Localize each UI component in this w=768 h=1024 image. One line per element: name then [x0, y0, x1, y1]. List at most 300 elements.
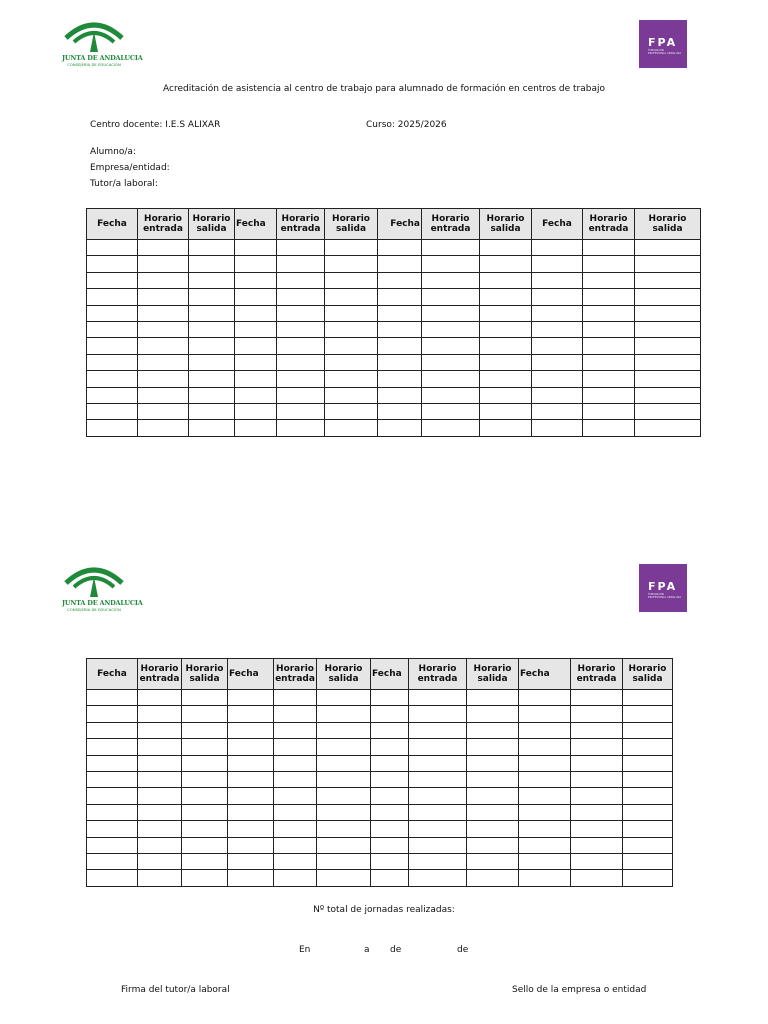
table-cell[interactable] [571, 853, 623, 869]
table-cell[interactable] [138, 256, 189, 272]
table-cell[interactable] [467, 690, 519, 706]
table-cell[interactable] [467, 706, 519, 722]
table-cell[interactable] [409, 870, 467, 886]
table-cell[interactable] [189, 371, 235, 387]
empresa-label: Empresa/entidad: [90, 163, 170, 173]
table-cell[interactable] [189, 256, 235, 272]
table-cell[interactable] [623, 821, 673, 837]
table-cell[interactable] [325, 338, 378, 354]
table-cell[interactable] [422, 321, 480, 337]
table-cell[interactable] [571, 804, 623, 820]
table-cell[interactable] [519, 804, 571, 820]
table-cell[interactable] [87, 870, 138, 886]
table-cell[interactable] [274, 706, 317, 722]
table-cell[interactable] [635, 371, 701, 387]
table-cell[interactable] [378, 272, 422, 288]
table-cell[interactable] [519, 821, 571, 837]
table-cell[interactable] [235, 338, 277, 354]
table-cell[interactable] [532, 354, 583, 370]
table-cell[interactable] [182, 771, 228, 787]
table-cell[interactable] [519, 722, 571, 738]
table-cell[interactable] [138, 771, 182, 787]
table-cell[interactable] [583, 272, 635, 288]
table-cell[interactable] [378, 256, 422, 272]
table-cell[interactable] [87, 305, 138, 321]
table-cell[interactable] [583, 321, 635, 337]
table-cell[interactable] [635, 387, 701, 403]
table-cell[interactable] [467, 821, 519, 837]
table-cell[interactable] [317, 771, 371, 787]
table-cell[interactable] [325, 289, 378, 305]
table-cell[interactable] [138, 354, 189, 370]
table-cell[interactable] [277, 240, 325, 256]
table-cell[interactable] [182, 853, 228, 869]
table-cell[interactable] [532, 420, 583, 436]
table-cell[interactable] [189, 305, 235, 321]
table-cell[interactable] [325, 371, 378, 387]
table-cell[interactable] [182, 870, 228, 886]
table-cell[interactable] [317, 739, 371, 755]
table-cell[interactable] [138, 338, 189, 354]
table-cell[interactable] [325, 305, 378, 321]
table-cell[interactable] [623, 706, 673, 722]
table-cell[interactable] [378, 240, 422, 256]
table-cell[interactable] [274, 870, 317, 886]
table-cell[interactable] [480, 354, 532, 370]
table-cell[interactable] [87, 256, 138, 272]
table-cell[interactable] [235, 289, 277, 305]
table-cell[interactable] [228, 788, 274, 804]
table-cell[interactable] [519, 706, 571, 722]
table-cell[interactable] [87, 755, 138, 771]
table-cell[interactable] [228, 690, 274, 706]
table-cell[interactable] [277, 338, 325, 354]
table-cell[interactable] [409, 739, 467, 755]
table-cell[interactable] [583, 338, 635, 354]
table-cell[interactable] [635, 420, 701, 436]
table-cell[interactable] [277, 321, 325, 337]
table-cell[interactable] [325, 403, 378, 419]
table-cell[interactable] [228, 771, 274, 787]
table-cell[interactable] [571, 771, 623, 787]
table-cell[interactable] [480, 305, 532, 321]
header-horario-salida: Horario salida [480, 209, 532, 240]
table-cell[interactable] [87, 403, 138, 419]
table-cell[interactable] [87, 837, 138, 853]
table-cell[interactable] [317, 853, 371, 869]
table-cell[interactable] [422, 289, 480, 305]
table-cell[interactable] [583, 387, 635, 403]
table-cell[interactable] [277, 387, 325, 403]
table-cell[interactable] [87, 371, 138, 387]
table-cell[interactable] [583, 371, 635, 387]
table-cell[interactable] [532, 338, 583, 354]
table-cell[interactable] [235, 387, 277, 403]
table-cell[interactable] [317, 690, 371, 706]
table-cell[interactable] [467, 837, 519, 853]
table-cell[interactable] [409, 690, 467, 706]
table-cell[interactable] [519, 739, 571, 755]
table-cell[interactable] [519, 853, 571, 869]
table-cell[interactable] [480, 403, 532, 419]
table-cell[interactable] [422, 256, 480, 272]
table-cell[interactable] [87, 722, 138, 738]
table-cell[interactable] [480, 272, 532, 288]
fecha-en-label: En [299, 945, 311, 955]
table-cell[interactable] [480, 387, 532, 403]
table-cell[interactable] [325, 272, 378, 288]
table-cell[interactable] [138, 272, 189, 288]
table-cell[interactable] [274, 690, 317, 706]
table-cell[interactable] [317, 722, 371, 738]
alumno-label: Alumno/a: [90, 147, 136, 157]
header-fecha: Fecha [87, 659, 138, 690]
table-cell[interactable] [378, 403, 422, 419]
table-cell[interactable] [635, 305, 701, 321]
table-cell[interactable] [228, 837, 274, 853]
table-cell[interactable] [571, 870, 623, 886]
table-cell[interactable] [87, 289, 138, 305]
table-cell[interactable] [409, 722, 467, 738]
table-cell[interactable] [571, 739, 623, 755]
table-cell[interactable] [274, 722, 317, 738]
table-cell[interactable] [623, 755, 673, 771]
table-cell[interactable] [467, 755, 519, 771]
table-cell[interactable] [189, 289, 235, 305]
table-cell[interactable] [532, 256, 583, 272]
table-cell[interactable] [87, 788, 138, 804]
table-cell[interactable] [467, 804, 519, 820]
table-cell[interactable] [138, 289, 189, 305]
table-cell[interactable] [371, 804, 409, 820]
table-cell[interactable] [274, 755, 317, 771]
table-cell[interactable] [235, 240, 277, 256]
table-cell[interactable] [228, 804, 274, 820]
table-cell[interactable] [422, 420, 480, 436]
header-horario-salida: Horario salida [182, 659, 228, 690]
table-cell[interactable] [583, 240, 635, 256]
table-cell[interactable] [138, 403, 189, 419]
table-cell[interactable] [571, 837, 623, 853]
table-cell[interactable] [325, 256, 378, 272]
table-cell[interactable] [583, 289, 635, 305]
table-row [87, 289, 701, 305]
table-cell[interactable] [138, 739, 182, 755]
table-cell[interactable] [87, 821, 138, 837]
table-cell[interactable] [371, 853, 409, 869]
table-cell[interactable] [138, 870, 182, 886]
table-cell[interactable] [480, 321, 532, 337]
table-cell[interactable] [623, 690, 673, 706]
table-cell[interactable] [182, 690, 228, 706]
table-cell[interactable] [325, 420, 378, 436]
table-cell[interactable] [277, 289, 325, 305]
table-cell[interactable] [182, 706, 228, 722]
table-cell[interactable] [87, 706, 138, 722]
table-cell[interactable] [378, 289, 422, 305]
table-cell[interactable] [87, 804, 138, 820]
table-cell[interactable] [635, 321, 701, 337]
table-cell[interactable] [409, 853, 467, 869]
table-cell[interactable] [325, 354, 378, 370]
table-cell[interactable] [317, 804, 371, 820]
table-cell[interactable] [228, 706, 274, 722]
table-cell[interactable] [422, 272, 480, 288]
table-cell[interactable] [87, 420, 138, 436]
table-cell[interactable] [138, 804, 182, 820]
table-cell[interactable] [274, 804, 317, 820]
table-cell[interactable] [277, 420, 325, 436]
table-cell[interactable] [182, 739, 228, 755]
table-cell[interactable] [371, 706, 409, 722]
table-cell[interactable] [409, 771, 467, 787]
table-cell[interactable] [87, 240, 138, 256]
table-cell[interactable] [274, 788, 317, 804]
table-row [87, 853, 673, 869]
table-cell[interactable] [519, 788, 571, 804]
table-cell[interactable] [378, 420, 422, 436]
table-cell[interactable] [138, 321, 189, 337]
table-cell[interactable] [274, 821, 317, 837]
table-cell[interactable] [422, 354, 480, 370]
table-cell[interactable] [532, 305, 583, 321]
table-cell[interactable] [532, 403, 583, 419]
table-cell[interactable] [274, 837, 317, 853]
table-cell[interactable] [138, 722, 182, 738]
table-cell[interactable] [274, 853, 317, 869]
table-cell[interactable] [623, 870, 673, 886]
table-cell[interactable] [138, 690, 182, 706]
table-cell[interactable] [623, 788, 673, 804]
table-cell[interactable] [635, 256, 701, 272]
table-cell[interactable] [378, 338, 422, 354]
table-cell[interactable] [378, 354, 422, 370]
table-cell[interactable] [189, 387, 235, 403]
table-cell[interactable] [571, 821, 623, 837]
table-cell[interactable] [409, 755, 467, 771]
table-cell[interactable] [371, 788, 409, 804]
table-cell[interactable] [235, 403, 277, 419]
table-cell[interactable] [87, 853, 138, 869]
table-cell[interactable] [87, 272, 138, 288]
table-cell[interactable] [480, 240, 532, 256]
table-cell[interactable] [378, 371, 422, 387]
table-cell[interactable] [87, 354, 138, 370]
table-cell[interactable] [480, 338, 532, 354]
table-cell[interactable] [519, 870, 571, 886]
table-cell[interactable] [228, 870, 274, 886]
table-cell[interactable] [182, 821, 228, 837]
table-cell[interactable] [277, 354, 325, 370]
table-cell[interactable] [277, 272, 325, 288]
table-cell[interactable] [583, 420, 635, 436]
table-cell[interactable] [623, 722, 673, 738]
table-cell[interactable] [422, 371, 480, 387]
table-cell[interactable] [571, 706, 623, 722]
table-cell[interactable] [228, 821, 274, 837]
table-cell[interactable] [422, 338, 480, 354]
table-cell[interactable] [235, 272, 277, 288]
table-cell[interactable] [317, 706, 371, 722]
table-cell[interactable] [378, 305, 422, 321]
centro-docente-label: Centro docente: I.E.S ALIXAR [90, 120, 221, 130]
table-cell[interactable] [138, 305, 189, 321]
table-cell[interactable] [182, 788, 228, 804]
table-cell[interactable] [235, 420, 277, 436]
table-cell[interactable] [189, 338, 235, 354]
table-cell[interactable] [235, 305, 277, 321]
table-cell[interactable] [422, 305, 480, 321]
table-cell[interactable] [138, 420, 189, 436]
table-cell[interactable] [277, 403, 325, 419]
table-cell[interactable] [87, 321, 138, 337]
table-cell[interactable] [182, 755, 228, 771]
table-cell[interactable] [480, 289, 532, 305]
table-cell[interactable] [519, 771, 571, 787]
table-cell[interactable] [480, 256, 532, 272]
table-cell[interactable] [228, 739, 274, 755]
table-cell[interactable] [378, 321, 422, 337]
table-cell[interactable] [277, 371, 325, 387]
table-cell[interactable] [235, 321, 277, 337]
table-cell[interactable] [138, 371, 189, 387]
table-cell[interactable] [467, 853, 519, 869]
table-cell[interactable] [519, 690, 571, 706]
table-cell[interactable] [635, 354, 701, 370]
header-horario-salida: Horario salida [467, 659, 519, 690]
table-cell[interactable] [635, 240, 701, 256]
table-cell[interactable] [189, 420, 235, 436]
table-cell[interactable] [138, 387, 189, 403]
table-cell[interactable] [87, 387, 138, 403]
table-cell[interactable] [422, 403, 480, 419]
table-cell[interactable] [583, 305, 635, 321]
table-cell[interactable] [371, 837, 409, 853]
table-cell[interactable] [182, 722, 228, 738]
table-cell[interactable] [378, 387, 422, 403]
table-cell[interactable] [189, 354, 235, 370]
table-cell[interactable] [371, 690, 409, 706]
table-cell[interactable] [87, 771, 138, 787]
table-cell[interactable] [422, 240, 480, 256]
table-cell[interactable] [138, 821, 182, 837]
table-cell[interactable] [235, 354, 277, 370]
table-cell[interactable] [371, 722, 409, 738]
table-cell[interactable] [138, 788, 182, 804]
table-cell[interactable] [371, 771, 409, 787]
table-cell[interactable] [583, 354, 635, 370]
table-cell[interactable] [480, 420, 532, 436]
table-cell[interactable] [371, 739, 409, 755]
table-cell[interactable] [189, 403, 235, 419]
table-cell[interactable] [571, 788, 623, 804]
table-cell[interactable] [623, 853, 673, 869]
table-cell[interactable] [228, 755, 274, 771]
table-cell[interactable] [571, 755, 623, 771]
table-cell[interactable] [138, 837, 182, 853]
table-cell[interactable] [189, 321, 235, 337]
table-cell[interactable] [228, 853, 274, 869]
table-cell[interactable] [571, 722, 623, 738]
table-row [87, 837, 673, 853]
table-cell[interactable] [532, 321, 583, 337]
table-cell[interactable] [87, 690, 138, 706]
table-cell[interactable] [467, 771, 519, 787]
table-cell[interactable] [623, 804, 673, 820]
table-cell[interactable] [635, 338, 701, 354]
table-cell[interactable] [182, 804, 228, 820]
table-cell[interactable] [317, 821, 371, 837]
table-cell[interactable] [317, 755, 371, 771]
table-cell[interactable] [409, 788, 467, 804]
table-cell[interactable] [409, 804, 467, 820]
table-cell[interactable] [532, 387, 583, 403]
table-cell[interactable] [571, 690, 623, 706]
table-cell[interactable] [409, 821, 467, 837]
table-cell[interactable] [532, 289, 583, 305]
table-cell[interactable] [277, 256, 325, 272]
table-cell[interactable] [87, 338, 138, 354]
table-cell[interactable] [583, 256, 635, 272]
table-cell[interactable] [235, 256, 277, 272]
table-cell[interactable] [583, 403, 635, 419]
table-cell[interactable] [274, 771, 317, 787]
table-cell[interactable] [317, 870, 371, 886]
table-cell[interactable] [480, 371, 532, 387]
table-cell[interactable] [317, 837, 371, 853]
fecha-a-label: a [364, 945, 370, 955]
table-cell[interactable] [87, 739, 138, 755]
table-cell[interactable] [371, 870, 409, 886]
table-cell[interactable] [623, 771, 673, 787]
table-cell[interactable] [635, 272, 701, 288]
table-cell[interactable] [532, 371, 583, 387]
table-cell[interactable] [519, 755, 571, 771]
table-cell[interactable] [277, 305, 325, 321]
table-cell[interactable] [325, 321, 378, 337]
table-cell[interactable] [138, 240, 189, 256]
table-cell[interactable] [532, 240, 583, 256]
table-cell[interactable] [467, 739, 519, 755]
table-cell[interactable] [371, 755, 409, 771]
table-cell[interactable] [317, 788, 371, 804]
table-cell[interactable] [409, 837, 467, 853]
table-cell[interactable] [138, 755, 182, 771]
table-cell[interactable] [635, 289, 701, 305]
table-cell[interactable] [235, 371, 277, 387]
table-cell[interactable] [138, 853, 182, 869]
table-cell[interactable] [228, 722, 274, 738]
table-cell[interactable] [325, 387, 378, 403]
table-cell[interactable] [422, 387, 480, 403]
table-cell[interactable] [325, 240, 378, 256]
table-cell[interactable] [274, 739, 317, 755]
table-cell[interactable] [182, 837, 228, 853]
table-cell[interactable] [532, 272, 583, 288]
table-cell[interactable] [189, 272, 235, 288]
table-cell[interactable] [409, 706, 467, 722]
table-cell[interactable] [371, 821, 409, 837]
table-cell[interactable] [623, 739, 673, 755]
table-cell[interactable] [635, 403, 701, 419]
table-cell[interactable] [467, 788, 519, 804]
table-cell[interactable] [623, 837, 673, 853]
table-cell[interactable] [467, 870, 519, 886]
table-cell[interactable] [467, 722, 519, 738]
table-cell[interactable] [189, 240, 235, 256]
table-cell[interactable] [519, 837, 571, 853]
table-cell[interactable] [138, 706, 182, 722]
